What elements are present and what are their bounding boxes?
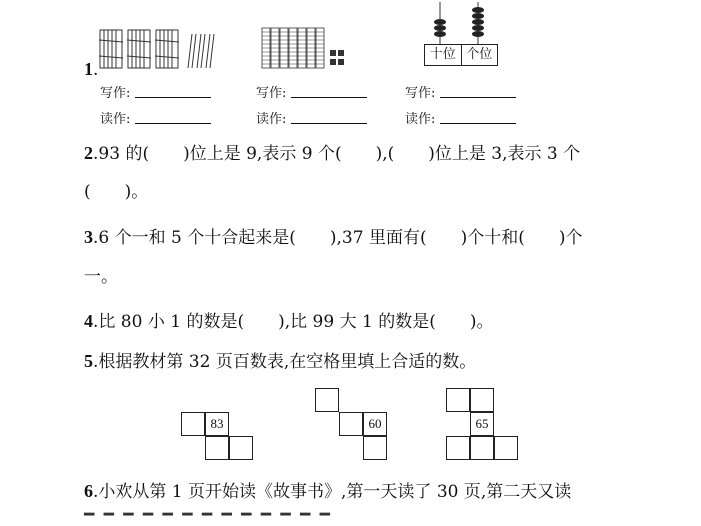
grid-3-cell[interactable] — [470, 388, 494, 412]
question-1-number: 1. — [84, 59, 99, 80]
abacus-place-labels — [424, 44, 498, 66]
read-label-1: 读作: — [100, 112, 131, 127]
write-answer-line-1[interactable] — [135, 97, 211, 98]
question-3-line-1: 3.6 个一和 5 个十合起来是( ),37 里面有( )个十和( )个 — [84, 227, 583, 248]
read-label-3: 读作: — [405, 112, 436, 127]
grid-1-cell[interactable] — [205, 436, 229, 460]
grid-1-cell[interactable] — [181, 412, 205, 436]
read-label-2: 读作: — [256, 112, 287, 127]
ten-cubes-rods-picture — [262, 20, 352, 70]
grid-2-given-cell: 60 — [363, 412, 387, 436]
read-answer-line-2[interactable] — [291, 123, 367, 124]
grid-2-cell[interactable] — [339, 412, 363, 436]
question-4: 4.比 80 小 1 的数是( ),比 99 大 1 的数是( )。 — [84, 311, 494, 332]
read-answer-line-1[interactable] — [135, 123, 211, 124]
ones-place-label: 个位 — [466, 47, 493, 62]
grid-3-cell[interactable] — [470, 436, 494, 460]
grid-3-cell[interactable] — [446, 388, 470, 412]
grid-2-cell[interactable] — [315, 388, 339, 412]
question-3-line-2: 一。 — [84, 267, 118, 287]
grid-2-cell[interactable] — [363, 436, 387, 460]
read-answer-line-3[interactable] — [440, 123, 516, 124]
grid-3-given-cell: 65 — [470, 412, 494, 436]
question-2-line-2: ( )。 — [84, 182, 149, 202]
grid-3-cell[interactable] — [494, 436, 518, 460]
write-label-2: 写作: — [256, 86, 287, 101]
question-6-line-1: 6.小欢从第 1 页开始读《故事书》,第一天读了 30 页,第二天又读 — [84, 481, 572, 502]
write-label-1: 写作: — [100, 86, 131, 101]
bundles-of-ten-sticks-picture — [100, 20, 220, 70]
grid-3-cell[interactable] — [446, 436, 470, 460]
write-answer-line-3[interactable] — [440, 97, 516, 98]
question-6-line-2-cutoff: ━ ━ ━ ━ ━ ━ ━ ━ ━ ━ ━ ━ ━ — [84, 505, 332, 525]
question-2-line-1: 2.93 的( )位上是 9,表示 9 个( ),( )位上是 3,表示 3 个 — [84, 143, 581, 164]
write-answer-line-2[interactable] — [291, 97, 367, 98]
tens-place-label: 十位 — [425, 45, 462, 65]
abacus-picture — [420, 0, 500, 50]
grid-1-given-cell: 83 — [205, 412, 229, 436]
question-5: 5.根据教材第 32 页百数表,在空格里填上合适的数。 — [84, 351, 477, 372]
grid-1-cell[interactable] — [229, 436, 253, 460]
write-label-3: 写作: — [405, 86, 436, 101]
